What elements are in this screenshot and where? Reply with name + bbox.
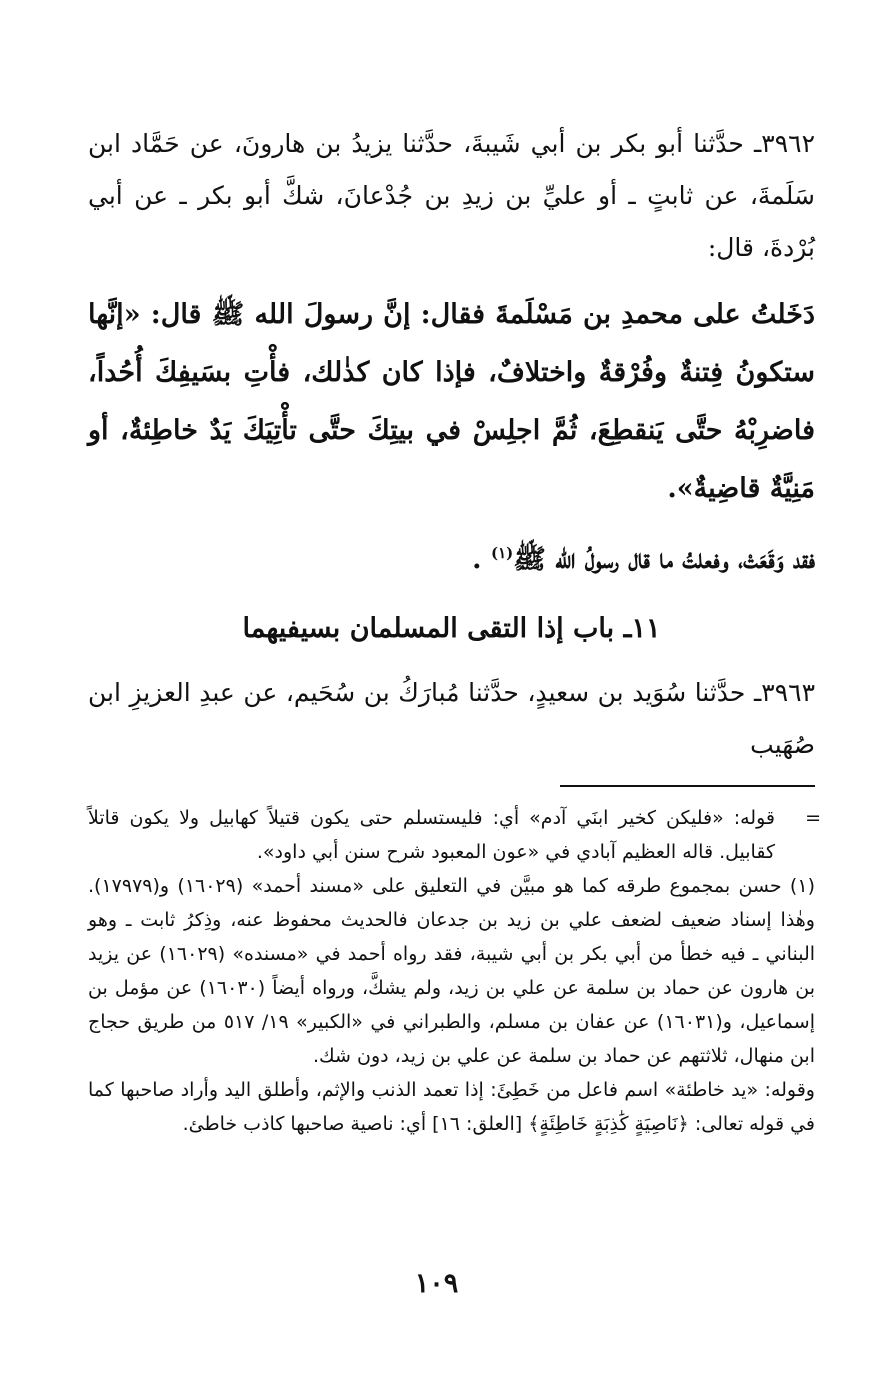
page-number: ١٠٩ [414, 1268, 459, 1299]
footnote-1: (١) حسن بمجموع طرقه كما هو مبيَّن في التعليق على «مسند أحمد» (١٦٠٢٩) و(١٧٩٧٩). وهٰذا إسناد ضعيف لضعف علي بن زيد بن جدعان فالحديث محفوظ عنه، وذِكرُ ثابت ـ وهو البناني ـ فيه خطأ من أبي بكر بن أبي شيبة، فقد رواه أحمد في «مسنده» (١٦٠٢٩) عن يزيد بن هارون عن حماد بن سلمة عن علي بن زيد، ولم يشكَّ، ورواه أيضاً (١٦٠٣٠) عن مؤمل بن إسماعيل، و(١٦٠٣١) عن عفان بن مسلم، والطبراني في «الكبير» ١٩/ ٥١٧ من طريق حجاج ابن منهال، ثلاثتهم عن حماد بن سلمة عن علي بن زيد، دون شك. [88, 875, 816, 1067]
closing-text: فقد وَقَعَتْ، وفعلتُ ما قال رسولُ الله ﷺ [513, 544, 815, 575]
hadith-3962-isnad: ٣٩٦٢ـ حدَّثنا أبو بكر بن أبي شَيبةَ، حدَّثنا يزيدُ بن هارونَ، عن حَمَّاد ابن سَلَمةَ، عن ثابتٍ ـ أو عليِّ بن زيدِ بن جُدْعانَ، شكَّ أبو بكر ـ عن أبي بُرْدةَ، قال: [88, 129, 815, 262]
hadith-3963-isnad: ٣٩٦٣ـ حدَّثنا سُوَيد بن سعيدٍ، حدَّثنا مُبارَكُ بن سُحَيم، عن عبدِ العزيزِ ابن صُهَيب [88, 678, 815, 759]
hadith-3962-closing [88, 524, 815, 589]
closing-period: . [472, 544, 491, 575]
footnote-continuation [88, 801, 821, 869]
footnote-marker-1[interactable]: (١) [490, 544, 514, 562]
footnote-continuation-text: قوله: «فليكن كخير ابنَي آدم» أي: فليستسلم حتى يكون قتيلاً كهابيل ولا يكون قاتلاً كقابيل. قاله العظيم آبادي في «عون المعبود شرح سنن أبي داود». [88, 807, 775, 863]
footnote-separator [560, 785, 815, 787]
hadith-3962-matn: دَخَلتُ على محمدِ بن مَسْلَمةَ فقال: إنَّ رسولَ الله ﷺ قال: «إنَّها ستكونُ فِتنةٌ وفُرْقةٌ واختلافٌ، فإذا كان كذٰلك، فأْتِ بسَيفِكَ أُحُداً، فاضرِبْهُ حتَّى يَنقطِعَ، ثُمَّ اجلِسْ في بيتِكَ حتَّى تأْتِيَكَ يَدٌ خاطِئةٌ، أو مَنِيَّةٌ قاضِيةٌ». [88, 299, 815, 504]
chapter-heading: ١١ـ باب إذا التقى المسلمان بسيفيهما [242, 613, 661, 644]
footnote-2: وقوله: «يد خاطئة» اسم فاعل من خَطِئَ: إذا تعمد الذنب والإثم، وأطلق اليد وأراد صاحبها كما في قوله تعالى: ﴿نَاصِيَةٍ كَٰذِبَةٍ خَاطِئَةٍ﴾ [العلق: ١٦] أي: ناصية صاحبها كاذب خاطئ. [88, 1079, 815, 1135]
page-body [88, 118, 821, 1141]
continuation-marker: = [805, 807, 821, 829]
